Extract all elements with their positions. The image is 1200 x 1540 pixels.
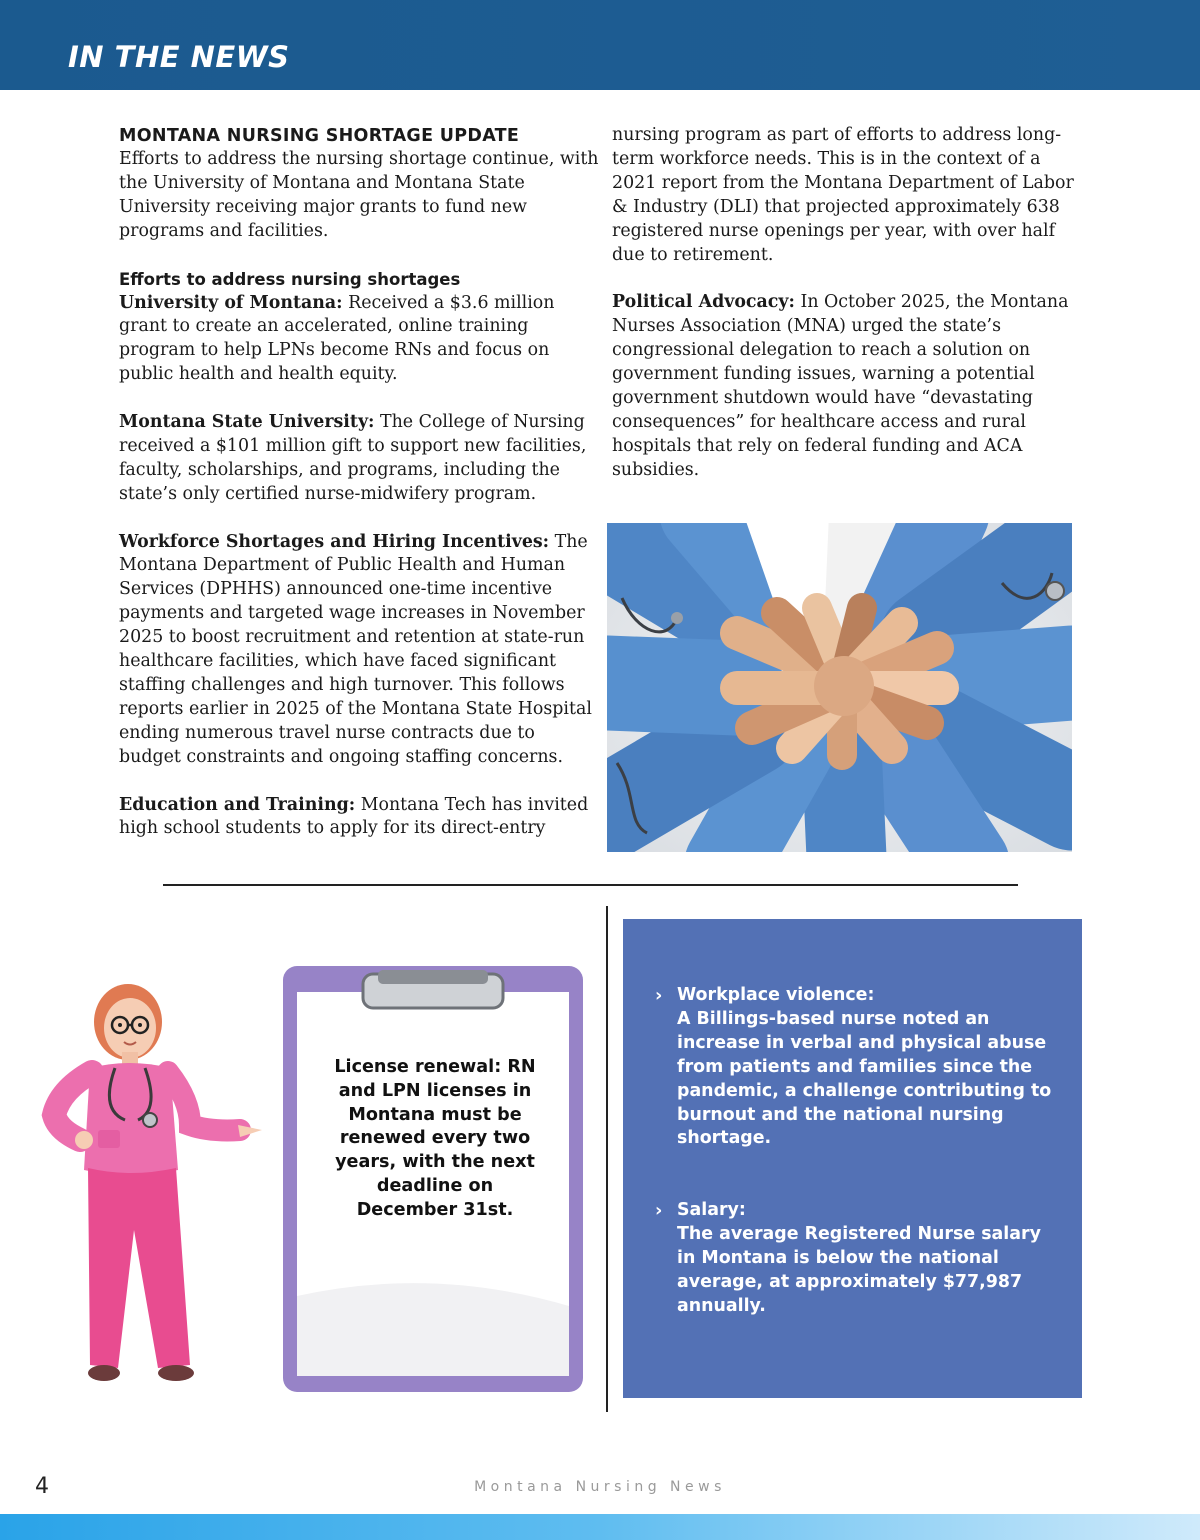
salary-text: The average Registered Nurse salary in Montana is below the national average, at approximately $77,987 annually. — [677, 1223, 1041, 1316]
political-lead: Political Advocacy: — [612, 292, 795, 313]
um-lead: University of Montana: — [119, 292, 343, 313]
article-subhead: Efforts to address nursing shortages — [119, 269, 461, 289]
education-continued: nursing program as part of efforts to address long-term workforce needs. This is in the context of a 2021 report from the Montana Department of Labor & Industry (DLI) that projected approximately 638 registered nurse openings per year, with over half due to retirement. — [612, 125, 1074, 265]
section-divider — [163, 884, 1018, 886]
msu-paragraph — [119, 411, 599, 507]
publication-name: Montana Nursing News — [474, 1479, 726, 1495]
article-left-column — [119, 124, 599, 841]
article-title: MONTANA NURSING SHORTAGE UPDATE — [119, 126, 520, 146]
um-text: Received a $3.6 million grant to create an accelerated, online training program to help LPNs become RNs and focus on public health and health equity. — [119, 292, 555, 385]
section-title: IN THE NEWS — [68, 40, 290, 74]
teamwork-hands-photo — [607, 523, 1072, 852]
footer-bar — [0, 1514, 1200, 1540]
article-intro: Efforts to address the nursing shortage continue, with the University of Montana and Montana State University receiving major grants to fund new programs and facilities. — [119, 149, 599, 241]
political-paragraph — [612, 291, 1082, 482]
um-paragraph — [119, 292, 599, 388]
workplace-violence-title: Workplace violence: — [677, 985, 875, 1005]
nurse-illustration — [40, 980, 270, 1395]
political-text: In October 2025, the Montana Nurses Association (MNA) urged the state’s congressional delegation to reach a solution on government funding issues, warning a potential government shutdown would have “devastating consequences” for healthcare access and rural hospitals that rely on federal funding and ACA subsidies. — [612, 292, 1069, 480]
page-number: 4 — [35, 1474, 49, 1499]
education-text: Montana Tech has invited high school students to apply for its direct-entry — [119, 794, 589, 839]
chevron-right-icon: › — [655, 1200, 663, 1221]
workplace-violence-item — [655, 984, 1065, 1151]
header-bar — [0, 0, 1200, 90]
msu-text: The College of Nursing received a $101 million gift to support new facilities, faculty, scholarships, and programs, including the state’s only certified nurse-midwifery program. — [119, 412, 587, 504]
workforce-paragraph — [119, 531, 599, 770]
workforce-lead: Workforce Shortages and Hiring Incentives: — [119, 531, 550, 552]
workplace-violence-text: A Billings-based nurse noted an increase in verbal and physical abuse from patients and families since the pandemic, a challenge contributing to burnout and the national nursing shortage. — [677, 1008, 1052, 1149]
msu-lead: Montana State University: — [119, 412, 375, 433]
article-right-column — [612, 124, 1082, 483]
license-renewal-note: License renewal: RN and LPN licenses in Montana must be renewed every two years, with the next deadline on December 31st. — [334, 1057, 536, 1220]
workforce-text: The Montana Department of Public Health and Human Services (DPHHS) announced one-time incentive payments and targeted wage increases in November 2025 to boost recruitment and retention at state-run healthcare facilities, which have faced significant staffing challenges and high turnover. This follows reports earlier in 2025 of the Montana State Hospital ending numerous travel nurse contracts due to budget constraints and ongoing staffing concerns. — [119, 531, 592, 767]
vertical-divider — [606, 906, 608, 1412]
salary-title: Salary: — [677, 1200, 746, 1220]
salary-item — [655, 1199, 1065, 1319]
chevron-right-icon: › — [655, 985, 663, 1006]
education-paragraph — [119, 794, 599, 842]
education-lead: Education and Training: — [119, 794, 356, 815]
